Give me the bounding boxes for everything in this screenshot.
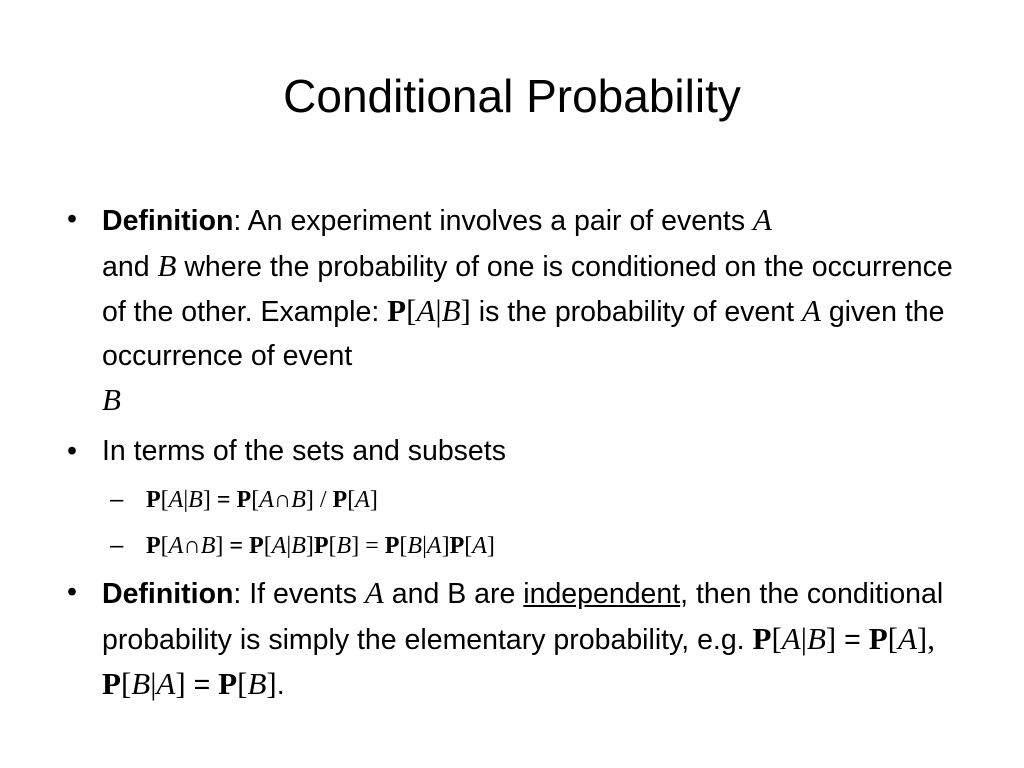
math-sym: [ <box>399 533 408 559</box>
math-sym: ] / <box>305 487 333 513</box>
bullet-marker: • <box>67 203 77 235</box>
bullet-text: In terms of the sets and subsets <box>102 434 506 467</box>
math-var-b: B <box>200 533 216 559</box>
math-intersection: ∩ <box>183 533 201 559</box>
math-var-a: A <box>156 666 176 701</box>
math-var-b: B <box>188 487 203 513</box>
math-given-bar: | <box>286 533 292 559</box>
math-sym: [ <box>237 666 248 701</box>
math-prob-p: P <box>449 533 465 559</box>
math-var-a: A <box>426 533 442 559</box>
math-sym: | <box>183 487 189 513</box>
independent-term: independent <box>523 578 681 610</box>
text-segment: is the probability of event <box>470 296 802 328</box>
math-sym: [ <box>251 487 260 513</box>
math-sym: ] <box>825 620 837 656</box>
math-sym: ] <box>175 666 186 701</box>
definition-term: Definition <box>102 205 234 237</box>
math-sym: [ <box>160 533 169 559</box>
text-segment: . <box>276 669 285 701</box>
math-var-a: A <box>416 293 436 328</box>
math-given-bar: | <box>422 533 427 559</box>
math-prob-p: P <box>313 533 329 559</box>
math-var-b: B <box>131 666 151 701</box>
math-var-a: A <box>472 533 487 559</box>
math-equals: = <box>216 487 237 513</box>
math-sym: ], <box>916 620 935 656</box>
math-sym: ] <box>486 533 495 559</box>
text-segment: and <box>102 250 158 283</box>
slide-body <box>58 198 968 714</box>
math-var-b: B <box>247 666 267 701</box>
math-var-b: B <box>806 620 826 656</box>
bullet-definition-conditional <box>58 198 968 424</box>
math-sym: ] <box>215 533 230 559</box>
math-given-bar: | <box>800 620 807 656</box>
text-segment: are <box>466 578 524 610</box>
math-sym: ] <box>202 487 217 513</box>
sub-bullet-dash: – <box>110 486 124 513</box>
math-sym: [ <box>771 620 782 656</box>
math-var-b: B <box>157 247 177 283</box>
math-sym: [ <box>120 666 132 701</box>
text-segment: : If events <box>233 578 365 610</box>
math-prob-p: P <box>236 487 252 513</box>
math-sym: ] <box>305 533 314 559</box>
math-given-bar: | <box>435 293 442 328</box>
math-sym: [ <box>887 620 898 656</box>
math-var-a: A <box>168 533 184 559</box>
math-prob-p: P <box>384 533 400 559</box>
sub-bullet-formula-joint <box>58 525 968 567</box>
math-intersection: ∩ <box>273 487 292 513</box>
math-bracket: ] <box>460 293 471 328</box>
event-b-text: B <box>447 578 467 610</box>
math-prob-p: P <box>218 666 238 701</box>
math-var-a: A <box>364 575 384 610</box>
slide-title: Conditional Probability <box>283 70 741 122</box>
text-segment: , then the conditional probability is simply the elementary probability, e.g. <box>102 578 944 656</box>
text-segment: where the probability of one is conditioned on the occurrence of the other. Example: <box>102 250 953 328</box>
math-prob-p: P <box>146 533 161 559</box>
math-prob-p: P <box>249 533 264 559</box>
text-segment: : An experiment involves a pair of events <box>233 205 754 237</box>
math-var-a: A <box>168 487 184 513</box>
math-var-b: B <box>102 382 121 417</box>
definition-term: Definition <box>102 578 234 610</box>
math-var-a: A <box>781 620 801 656</box>
math-prob-p: P <box>868 620 888 656</box>
math-var-a: A <box>271 533 287 559</box>
math-given-bar: | <box>150 666 157 701</box>
math-prob-p: P <box>146 487 161 513</box>
math-var-a: A <box>355 487 370 513</box>
math-var-a: A <box>753 202 772 237</box>
math-sym: [ <box>347 487 356 513</box>
bullet-definition-independent <box>58 571 968 708</box>
bullet-marker: • <box>67 434 77 467</box>
math-sym: ] <box>441 533 450 559</box>
math-sym: [ <box>464 533 473 559</box>
text-segment: and <box>383 578 448 610</box>
math-var-b: B <box>291 533 306 559</box>
math-sym: [ <box>263 533 272 559</box>
math-prob-p: P <box>332 487 348 513</box>
math-prob-p: P <box>752 620 772 656</box>
math-var-a: A <box>897 620 917 656</box>
math-prob-p: P <box>102 666 121 701</box>
math-sym: [ <box>160 487 169 513</box>
math-var-a: A <box>801 293 821 328</box>
math-equals: = <box>185 669 219 701</box>
math-var-b: B <box>336 533 352 559</box>
math-prob-p: P <box>387 293 407 328</box>
bullet-marker: • <box>67 576 77 608</box>
math-var-a: A <box>259 487 274 513</box>
math-sym: [ <box>328 533 337 559</box>
math-var-b: B <box>407 533 423 559</box>
bullet-sets-subsets <box>58 430 968 474</box>
math-sym: ] = <box>351 533 385 559</box>
math-equals: = <box>836 623 869 656</box>
sub-bullet-dash: – <box>110 532 124 559</box>
text-segment: given the occurrence of event <box>102 296 945 372</box>
math-sym: ] <box>369 487 378 513</box>
math-var-b: B <box>291 487 306 513</box>
sub-bullet-formula-conditional <box>58 479 968 521</box>
math-equals: = <box>229 533 250 559</box>
math-bracket: [ <box>406 293 417 328</box>
math-var-b: B <box>441 293 461 328</box>
math-sym: ] <box>266 666 277 701</box>
